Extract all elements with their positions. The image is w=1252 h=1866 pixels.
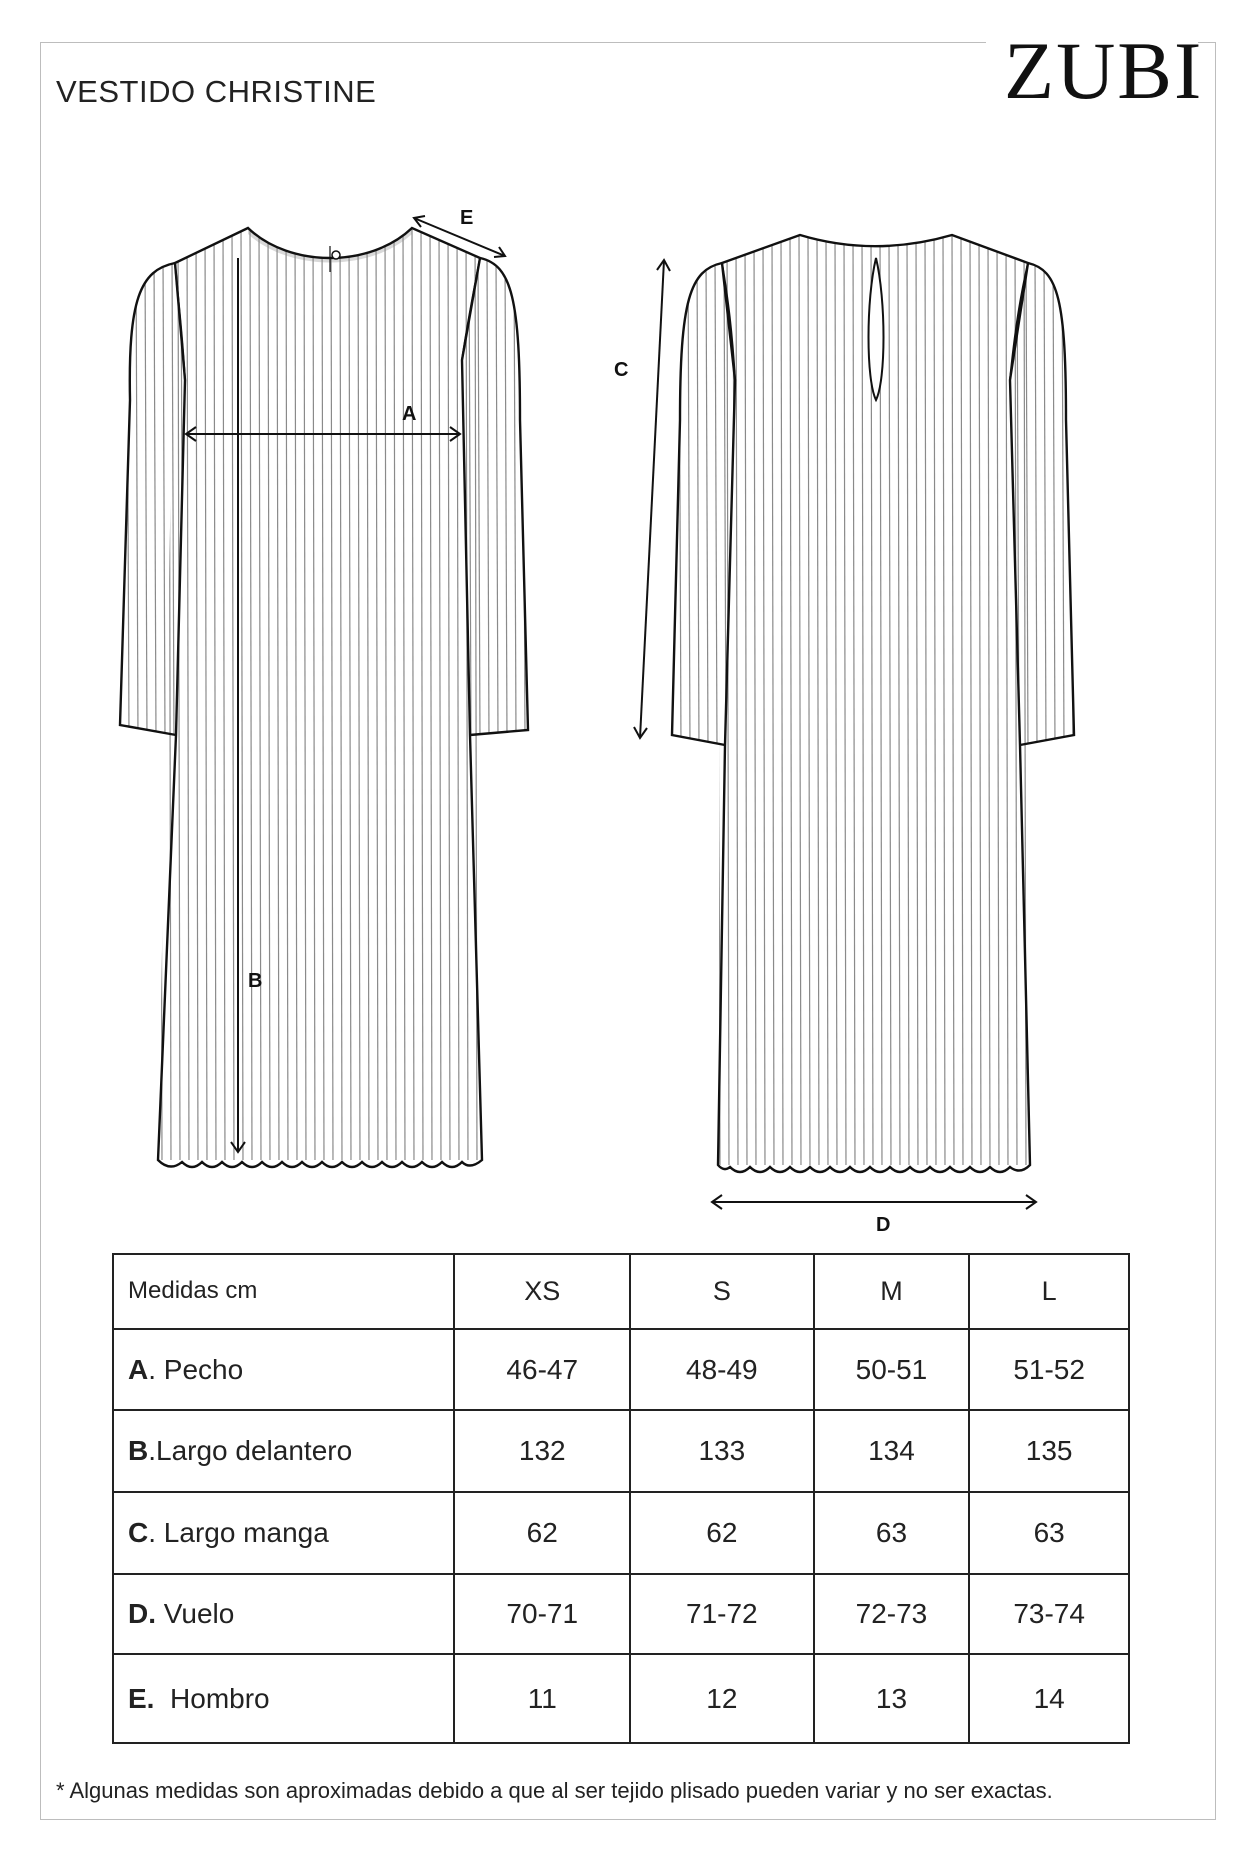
front-view (118, 216, 528, 1170)
pleat-line (745, 230, 747, 1175)
pleat-line (478, 255, 480, 740)
pleat-line (376, 220, 378, 1170)
pleat-line (178, 220, 180, 1170)
pleat-line (322, 220, 324, 1170)
pleat-line (736, 230, 738, 1175)
table-corner-label: Medidas cm (113, 1254, 454, 1329)
pleat-line (754, 230, 756, 1175)
pleat-line (772, 230, 774, 1175)
table-cell: 63 (814, 1492, 970, 1574)
table-cell: 133 (630, 1410, 814, 1492)
pleat-line (145, 255, 147, 740)
measure-b-label: B (248, 970, 263, 992)
pleat-line (733, 255, 735, 750)
pleat-line (448, 220, 450, 1170)
size-header-l: L (969, 1254, 1129, 1329)
pleat-line (250, 220, 252, 1170)
pleat-line (232, 220, 234, 1170)
table-cell: 13 (814, 1654, 970, 1743)
pleat-line (154, 255, 156, 740)
table-cell: 135 (969, 1410, 1129, 1492)
table-cell: 62 (630, 1492, 814, 1574)
table-cell: 14 (969, 1654, 1129, 1743)
pleat-line (916, 230, 918, 1175)
pleat-line (277, 220, 279, 1170)
row-label (113, 1574, 454, 1654)
table-cell: 51-52 (969, 1329, 1129, 1410)
pleat-line (214, 220, 216, 1170)
pleat-line (706, 255, 708, 750)
footnote: * Algunas medidas son aproximadas debido a que al ser tejido plisado pueden variar y no ser exactas. (56, 1778, 1053, 1803)
pleat-line (331, 220, 333, 1170)
measure-e-label: E (460, 207, 474, 229)
pleat-line (295, 220, 297, 1170)
table-row (113, 1574, 1129, 1654)
row-name: Vuelo (156, 1598, 235, 1629)
measure-a-label: A (402, 403, 417, 425)
pleat-line (952, 230, 954, 1175)
pleat-line (268, 220, 270, 1170)
pleat-line (979, 230, 981, 1175)
row-letter: A (128, 1353, 149, 1385)
table-row (113, 1329, 1129, 1410)
pleat-line (196, 220, 198, 1170)
pleat-line (1008, 255, 1010, 750)
pleat-line (118, 255, 120, 740)
pleat-line (421, 220, 423, 1170)
pleat-line (715, 255, 717, 750)
table-cell: 71-72 (630, 1574, 814, 1654)
pleat-line (817, 230, 819, 1175)
pleat-line (259, 220, 261, 1170)
pleat-line (862, 230, 864, 1175)
pleat-line (961, 230, 963, 1175)
table-cell: 134 (814, 1410, 970, 1492)
pleat-line (1035, 255, 1037, 750)
pleat-line (1044, 255, 1046, 750)
pleat-line (286, 220, 288, 1170)
pleat-line (763, 230, 765, 1175)
size-header-xs: XS (454, 1254, 630, 1329)
table-cell: 63 (969, 1492, 1129, 1574)
table-cell: 12 (630, 1654, 814, 1743)
row-name: . Largo manga (148, 1517, 329, 1548)
table-row (113, 1492, 1129, 1574)
pleat-line (163, 255, 165, 740)
table-row (113, 1410, 1129, 1492)
pleat-line (223, 220, 225, 1170)
pleat-line (988, 230, 990, 1175)
table-cell: 62 (454, 1492, 630, 1574)
pleat-line (466, 220, 468, 1170)
table-cell: 70-71 (454, 1574, 630, 1654)
size-header-s: S (630, 1254, 814, 1329)
size-table-header (113, 1254, 1129, 1329)
row-letter: C (128, 1517, 149, 1548)
size-table (112, 1253, 1130, 1744)
pleat-line (187, 220, 189, 1170)
pleat-line (925, 230, 927, 1175)
pleat-line (496, 255, 498, 740)
pleat-line (835, 230, 837, 1175)
pleat-line (385, 220, 387, 1170)
size-header-m: M (814, 1254, 970, 1329)
pleat-line (430, 220, 432, 1170)
pleat-line (790, 230, 792, 1175)
pleat-line (934, 230, 936, 1175)
pleat-line (898, 230, 900, 1175)
pleat-line (505, 255, 507, 740)
measure-d-label: D (876, 1214, 891, 1236)
pleat-line (1015, 230, 1017, 1175)
product-title: VESTIDO CHRISTINE (56, 74, 377, 109)
front-button (332, 251, 340, 259)
pleat-line (394, 220, 396, 1170)
pleat-line (826, 230, 828, 1175)
brand-logo: ZUBI (1004, 25, 1204, 116)
pleat-line (889, 230, 891, 1175)
row-name: . Pecho (148, 1353, 244, 1385)
pleat-line (997, 230, 999, 1175)
pleat-line (313, 220, 315, 1170)
pleat-line (781, 230, 783, 1175)
pleat-line (853, 230, 855, 1175)
pleat-line (439, 220, 441, 1170)
pleat-line (1006, 230, 1008, 1175)
table-cell: 50-51 (814, 1329, 970, 1410)
pleat-line (943, 230, 945, 1175)
table-cell: 132 (454, 1410, 630, 1492)
pleat-line (907, 230, 909, 1175)
pleat-line (970, 230, 972, 1175)
pleat-line (460, 255, 462, 740)
measure-c-line (640, 260, 664, 738)
table-cell: 11 (454, 1654, 630, 1743)
table-cell: 46-47 (454, 1329, 630, 1410)
row-name: .Largo delantero (148, 1435, 353, 1466)
table-cell: 48-49 (630, 1329, 814, 1410)
pleat-line (241, 220, 243, 1170)
row-letter: E. (128, 1682, 155, 1714)
pleat-line (1026, 255, 1028, 750)
measure-c-label: C (614, 359, 629, 381)
table-cell: 72-73 (814, 1574, 970, 1654)
pleat-line (304, 220, 306, 1170)
pleat-line (205, 220, 207, 1170)
row-label (113, 1329, 454, 1410)
pleat-line (340, 220, 342, 1170)
back-view (634, 230, 1074, 1209)
pleat-line (475, 220, 477, 1170)
pleat-line (697, 255, 699, 750)
pleat-line (844, 230, 846, 1175)
pleat-line (358, 220, 360, 1170)
table-row (113, 1654, 1129, 1743)
table-cell: 73-74 (969, 1574, 1129, 1654)
pleat-line (688, 255, 690, 750)
row-letter: B (128, 1435, 149, 1466)
pleat-line (412, 220, 414, 1170)
pleat-line (349, 220, 351, 1170)
row-label (113, 1654, 454, 1743)
pleat-line (1053, 255, 1055, 750)
pleat-line (457, 220, 459, 1170)
pleat-line (136, 255, 138, 740)
pleat-line (487, 255, 489, 740)
pleat-line (799, 230, 801, 1175)
row-label (113, 1410, 454, 1492)
row-name: Hombro (154, 1682, 270, 1714)
pleat-line (160, 220, 162, 1170)
pleat-line (679, 255, 681, 750)
pleat-line (523, 255, 525, 740)
pleat-line (172, 255, 174, 740)
pleat-line (367, 220, 369, 1170)
pleat-line (403, 220, 405, 1170)
pleat-line (808, 230, 810, 1175)
pleat-line (670, 255, 672, 750)
row-label (113, 1492, 454, 1574)
pleat-line (169, 220, 171, 1170)
row-letter: D. (128, 1598, 156, 1629)
